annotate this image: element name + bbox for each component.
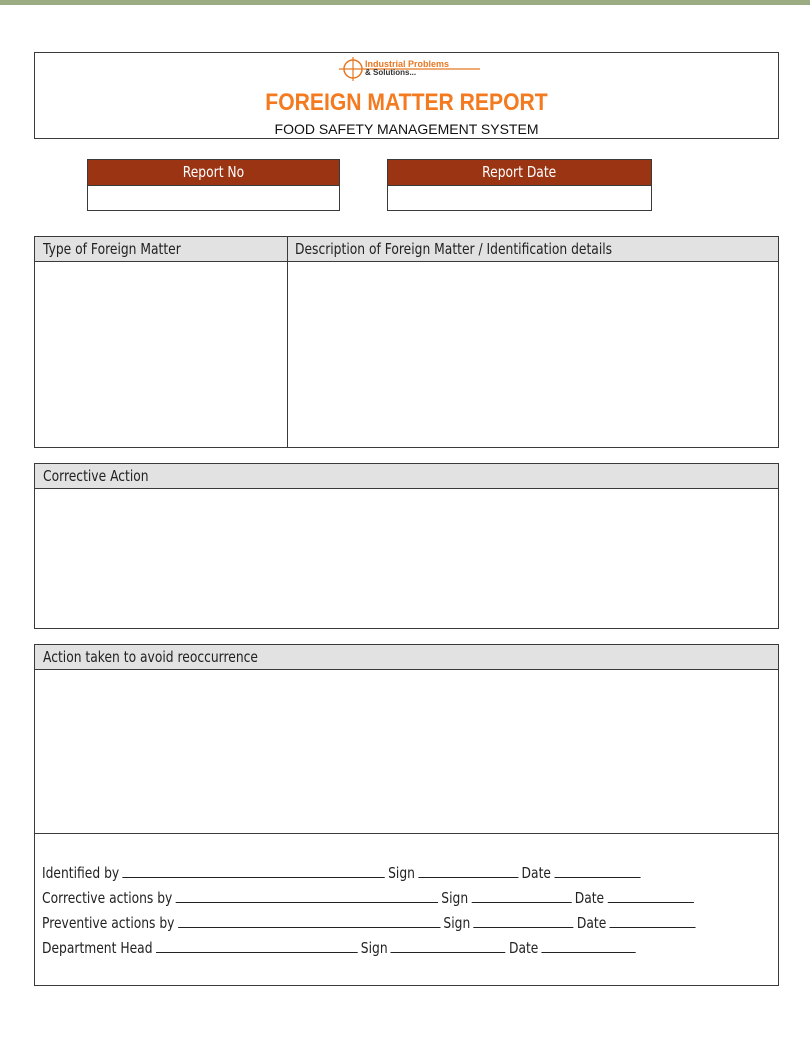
report-header [34, 52, 779, 139]
identified-date-line[interactable] [554, 863, 640, 878]
date-label: Date [576, 914, 607, 932]
foreign-matter-table [34, 236, 779, 448]
corrective-by-row [42, 888, 697, 907]
corrective-action-header: Corrective Action [35, 464, 778, 489]
department-head-label: Department Head [42, 939, 153, 957]
report-date-input[interactable] [388, 186, 651, 211]
date-label: Date [521, 864, 551, 882]
identified-by-label: Identified by [42, 864, 120, 882]
identified-sign-line[interactable] [418, 863, 518, 878]
report-date-field [387, 159, 652, 211]
avoid-reoccurrence-section [34, 644, 779, 986]
sign-label: Sign [388, 864, 415, 882]
type-input-area[interactable] [35, 263, 287, 447]
logo-line-1: Industrial Problems [365, 59, 450, 69]
corrective-sign-line[interactable] [471, 888, 571, 903]
page-subtitle: FOOD SAFETY MANAGEMENT SYSTEM [274, 121, 539, 137]
identified-by-line[interactable] [122, 863, 384, 878]
signature-divider [35, 833, 778, 834]
avoid-reoccurrence-input-area[interactable] [35, 670, 778, 832]
type-column-header: Type of Foreign Matter [43, 240, 181, 258]
avoid-reoccurrence-header: Action taken to avoid reoccurrence [35, 645, 778, 670]
corrective-date-line[interactable] [607, 888, 693, 903]
description-column-header: Description of Foreign Matter / Identification details [295, 240, 613, 258]
table-header-row [35, 237, 778, 262]
preventive-date-line[interactable] [610, 913, 696, 928]
corrective-action-section [34, 463, 779, 629]
date-label: Date [508, 939, 539, 957]
report-no-label: Report No [88, 160, 339, 186]
preventive-sign-line[interactable] [474, 913, 574, 928]
preventive-by-line[interactable] [178, 913, 440, 928]
preventive-by-label: Preventive actions by [42, 914, 175, 932]
logo-line-2: & Solutions... [365, 68, 417, 77]
report-no-input[interactable] [88, 186, 339, 211]
preventive-by-row [42, 913, 699, 932]
identified-by-row [42, 863, 644, 882]
report-date-label: Report Date [388, 160, 651, 186]
page-title: FOREIGN MATTER REPORT [265, 89, 548, 116]
corrective-action-input-area[interactable] [35, 489, 778, 627]
department-head-line[interactable] [156, 938, 358, 953]
top-accent-bar [0, 0, 810, 5]
corrective-by-label: Corrective actions by [42, 889, 173, 907]
sign-label: Sign [443, 914, 471, 932]
department-sign-line[interactable] [391, 938, 506, 953]
company-logo [335, 55, 485, 81]
description-input-area[interactable] [288, 263, 778, 447]
department-head-row [42, 938, 639, 957]
sign-label: Sign [360, 939, 388, 957]
sign-label: Sign [441, 889, 469, 907]
corrective-by-line[interactable] [176, 888, 438, 903]
report-no-field [87, 159, 340, 211]
date-label: Date [574, 889, 605, 907]
department-date-line[interactable] [542, 938, 636, 953]
